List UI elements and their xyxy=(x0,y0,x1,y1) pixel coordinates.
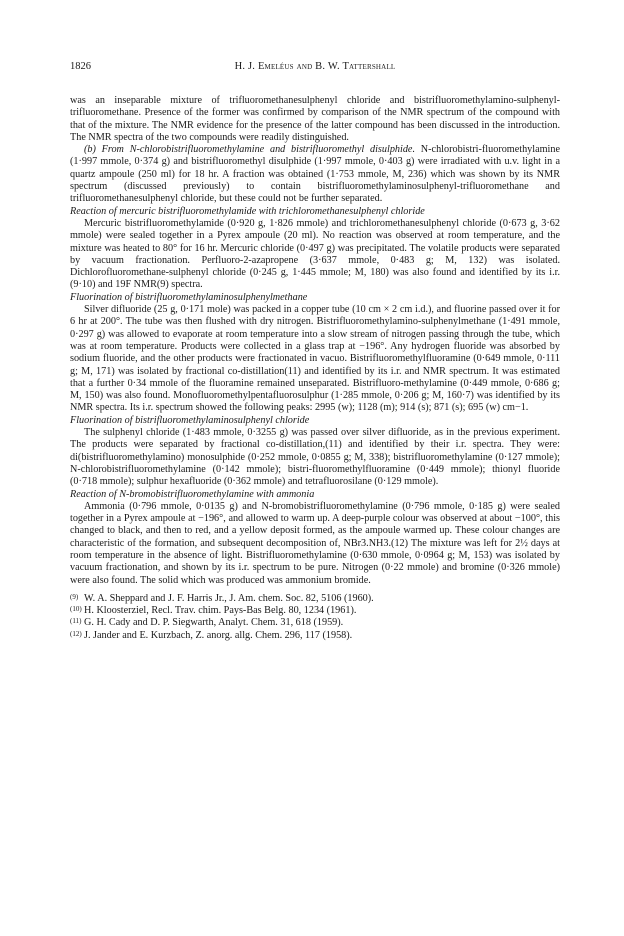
section-heading-fluorination-chloride: Fluorination of bistrifluoromethylaminosulphenyl chloride xyxy=(70,414,310,426)
reference-item xyxy=(70,617,560,629)
reference-list xyxy=(70,593,560,642)
running-head xyxy=(70,61,560,75)
reference-text: H. Kloosterziel, Recl. Trav. chim. Pays-Bas Belg. 80, 1234 (1961). xyxy=(84,605,357,617)
reference-text: W. A. Sheppard and J. F. Harris Jr., J. Am. chem. Soc. 82, 5106 (1960). xyxy=(84,592,374,604)
method-b-lead: (b) From N-chlorobistrifluoromethylamine and bistrifluoromethyl disulphide. xyxy=(84,144,416,156)
reference-text: J. Jander and E. Kurzbach, Z. anorg. allg. Chem. 296, 117 (1958). xyxy=(84,629,353,641)
reference-text: G. H. Cady and D. P. Siegwarth, Analyt. Chem. 31, 618 (1959). xyxy=(84,617,344,629)
running-head-authors: H. J. Emeléus and B. W. Tattershall xyxy=(234,61,396,72)
reference-number: (11) xyxy=(70,617,82,626)
reference-item xyxy=(70,593,560,605)
method-b-text: N-chlorobistri-fluoromethylamine (1·997 mmole, 0·374 g) and bistrifluoromethyl disulphide (1·997 mmole, 0·403 g) were irradiated with u.v. light in a quartz ampoule (250 ml) for 18 hr. A fraction was obtained (1·753 mmole, M, 236) which was shown by its NMR spectrum (discussed previously) to contain bistrifluoromethylaminosulphenyl-trifluoromethane and trifluoromethanesulphenyl chloride, but these could not be further separated. xyxy=(70,144,560,205)
reference-item xyxy=(70,605,560,617)
page-number: 1826 xyxy=(70,61,91,72)
paragraph-method-b xyxy=(70,144,560,205)
reference-number: (9) xyxy=(70,592,79,601)
section-heading-mercuric: Reaction of mercuric bistrifluoromethylamide with trichloromethanesulphenyl chloride xyxy=(70,205,425,217)
section-heading-ammonia: Reaction of N-bromobistrifluoromethylamine with ammonia xyxy=(70,488,315,500)
reference-number: (12) xyxy=(70,629,82,638)
reference-number: (10) xyxy=(70,605,82,614)
reference-item xyxy=(70,630,560,642)
paragraph-continuation: was an inseparable mixture of trifluoromethanesulphenyl chloride and bistrifluoromethylamino-sulphenyl-trifluoromethane. Presence of the former was confirmed by comparison of the NMR spectrum of the compound with that of the mixture. The NMR evidence for the presence of the latter compound has been discussed in the introduction. The NMR spectra of the two compounds were readily distinguished. xyxy=(70,95,560,143)
section-heading-fluorination-methane: Fluorination of bistrifluoromethylaminosulphenylmethane xyxy=(70,291,308,303)
paragraph-fluorination-methane: Silver difluoride (25 g, 0·171 mole) was packed in a copper tube (10 cm × 2 cm i.d.), and fluorine passed over it for 6 hr at 200°. The tube was then flushed with dry nitrogen. Bistrifluoromethylamino-sulphenylmethane (1·491 mmole, 0·297 g) was allowed to evaporate at room temperature into a slow stream of nitrogen passing through the tube, which was at room temperature. Products were collected in a glass trap at −196°. Any hydrogen fluoride was absorbed by sodium fluoride, and the other products were fractionated in vacuo. Bistrifluoromethylfluoramine (0·649 mmole, 0·111 g; M, 171) was isolated by fractional co-distillation(11) and identified by its i.r. and NMR spectrum. It was estimated that a further 0·34 mmole of the fluoramine remained unseparated. Bistrifluoro-methylamine (0·449 mmole, 0·686 g; M, 150) was also found. Monofluoromethylpentafluorosulphur (1·285 mmole, 0·206 g; M, 160·7) was identified by its NMR spectra. Its i.r. spectrum showed the following peaks: 2995 (w); 1128 (m); 914 (s); 871 (s); 695 (w) cm−1. xyxy=(70,304,560,414)
paragraph-fluorination-chloride: The sulphenyl chloride (1·483 mmole, 0·3255 g) was passed over silver difluoride, as in the previous experiment. The products were separated by fractional co-distillation,(11) and identified by their i.r. spectra. They were: di(bistrifluoromethylamino) monosulphide (0·252 mmole, 0·0855 g; M, 338); bistrifluoromethylamine (0·127 mmole); N-chlorobistrifluoromethylamine (0·142 mmole); bistri-fluoromethylfluoramine (0·449 mmole); thionyl fluoride (0·718 mmole); sulphur hexafluoride (0·362 mmole) and tetrafluorosilane (0·129 mmole). xyxy=(70,427,560,488)
paragraph-mercuric: Mercuric bistrifluoromethylamide (0·920 g, 1·826 mmole) and trichloromethanesulphenyl chloride (0·673 g, 3·62 mmole) were sealed together in a Pyrex ampoule (20 ml). No reaction was observed at room temperature, and the mixture was heated to 80° for 16 hr. Mercuric chloride (0·497 g) was precipitated. The volatile products were separated by vacuum fractionation. Perfluoro-2-azapropene (3·637 mmole, 0·483 g; M, 132) was isolated. Dichlorofluoromethane-sulphenyl chloride (0·245 g, 1·445 mmole; M, 180) was also found and identified by its i.r.(9·10) and 19F NMR(9) spectra. xyxy=(70,217,560,291)
paragraph-ammonia: Ammonia (0·796 mmole, 0·0135 g) and N-bromobistrifluoromethylamine (0·796 mmole, 0·185 g) were sealed together in a Pyrex ampoule at −196°, and allowed to warm up. A deep-purple colour was observed at about −100°, this changed to black, and then to red, and a yellow deposit formed, as the ampoule warmed up. These colour changes are characteristic of the formation, and subsequent decomposition of, NBr3.NH3.(12) The mixture was left for 2½ days at room temperature in the absence of light. Bistrifluoromethylamine (0·630 mmole, 0·0964 g; M, 153) was isolated by vacuum fractionation, and shown by its i.r. spectrum to be pure. Nitrogen (0·22 mmole) and bromine (0·326 mmole) were also found. The solid which was produced was ammonium bromide. xyxy=(70,500,560,586)
article-body xyxy=(70,95,560,642)
